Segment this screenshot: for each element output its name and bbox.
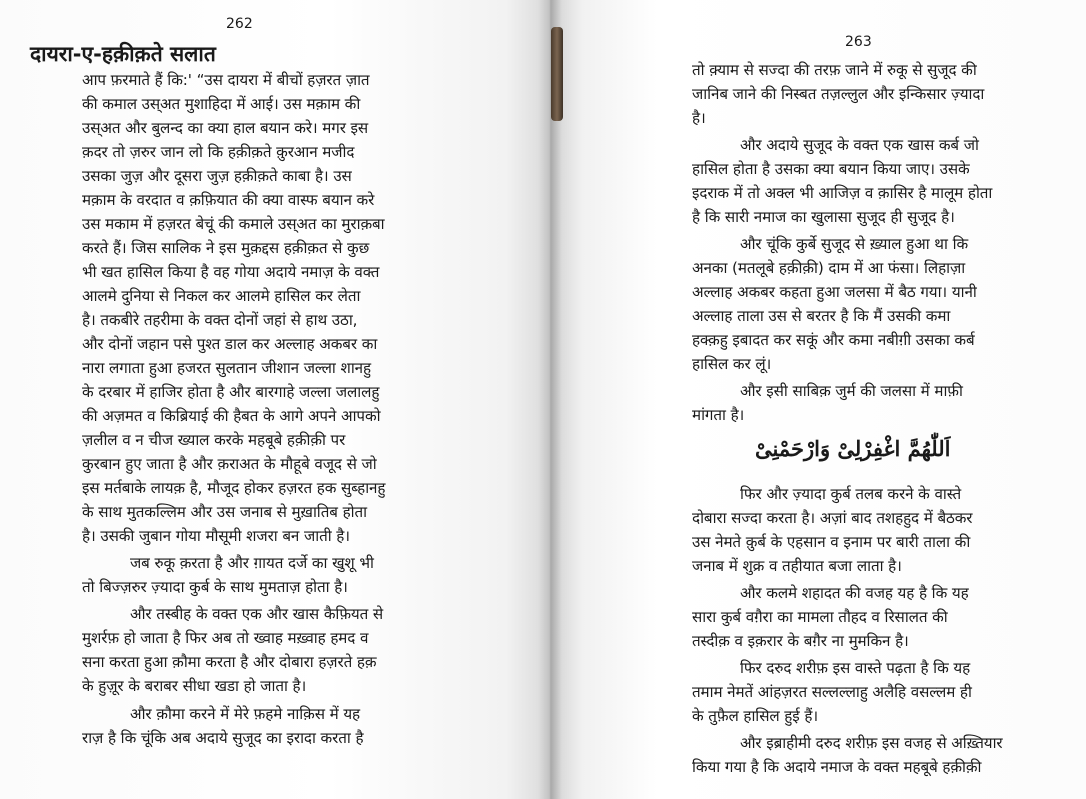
text-line: उस नेमते क़ुर्ब के एहसान व इनाम पर बारी ताला की [692,533,971,551]
text-line: है कि सारी नमाज का खुलासा सुजूद ही सुजूद है। [692,208,955,226]
text-line: तो बिज्ज़रुर ज़्यादा कुर्ब के साथ मुमताज़ होता है। [82,578,348,596]
text-line: हक्क़हु इबादत कर सकूं और कमा नबीग़ी उसका कर्ब [692,331,975,349]
page-number-left: 262 [226,16,253,32]
text-line: आलमे दुनिया से निकल कर आलमे हासिल कर लेता [82,287,361,305]
text-line: की अज़मत व किब्रियाई की हैबत के आगे अपने आपको [82,407,381,425]
text-line: कुरबान हुए जाता है और क़राअत के मौहूबे वजूद से जो [82,455,377,473]
chapter-heading: दायरा-ए-हक़ीक़ते सलात [30,42,216,66]
text-line: तो क़्याम से सज्दा की तरफ़ जाने में रुकू से सुजूद की [692,61,977,79]
text-line: उस मकाम में हज़रत बेचूं की कमाले उस्अत का मुराक़बा [82,215,385,233]
text-line: है। [692,109,706,127]
arabic-dua: اَللّٰھُمَّ اغْفِرْلِیْ وَارْحَمْنِیْ [755,436,951,461]
text-line: ज़लील व न चीज ख्याल करके महबूबे हक़ीक़ी पर [82,431,346,449]
text-line: राज़ है कि चूंकि अब अदाये सुजूद का इरादा करता है [82,729,364,747]
text-line: और तस्बीह के वक्त एक और खास कैफ़ियत से [130,605,384,623]
text-line: तस्दीक़ व इक़रार के बग़ैर ना मुमकिन है। [692,632,909,650]
text-line: तमाम नेमतें आंहज़रत सल्लल्लाहु अलैहि वसल्लम ही [692,683,972,701]
text-line: के तुफ़ैल हासिल हुई हैं। [692,707,818,725]
text-line: और इब्राहीमी दरुद शरीफ़ इस वजह से अख़्तियार [740,734,1003,752]
text-line: दोबारा सज्दा करता है। अज़ां बाद तशहहुद में बैठकर [692,509,973,527]
text-line: के हुज़ूर के बराबर सीधा खडा हो जाता है। [82,677,307,695]
text-line: सारा कुर्ब वग़ैरा का मामला तौहद व रिसालत की [692,608,948,626]
text-line: अनका (मतलूबे हक़ीक़ी) दाम में आ फंसा। लिहाज़ा [692,259,966,277]
text-line: के साथ मुतकल्लिम और उस जनाब से मुख़ातिब होता [82,503,367,521]
text-line: की कमाल उस्अत मुशाहिदा में आई। उस मक़ाम की [82,95,361,113]
text-line: सना करता हुआ क़ौमा करता है और दोबारा हज़रते हक़ [82,653,377,671]
text-line: क़दर तो ज़रुर जान लो कि हक़ीक़ते क़ुरआन मजीद [82,143,355,161]
text-line: अल्लाह ताला उस से बरतर है कि मैं उसकी कमा [692,307,951,325]
text-line: इस मर्तबाके लायक़ है, मौजूद होकर हज़रत हक सुब्हानहु [82,479,386,497]
text-line: उसका जुज़ और दूसरा जुज़ हक़ीक़ते काबा है। उस [82,167,352,185]
text-line: आप फ़रमाते हैं कि:' “उस दायरा में बीचों हज़रत ज़ात [82,71,370,89]
text-line: और दोनों जहान पसे पुश्त डाल कर अल्लाह अकबर का [82,335,378,353]
text-line: है। तकबीरे तहरीमा के वक्त दोनों जहां से हाथ उठा, [82,311,358,329]
text-line: अल्लाह अकबर कहता हुआ जलसा में बैठ गया। यानी [692,283,977,301]
text-line: हासिल कर लूं। [692,355,772,373]
text-line: करते हैं। जिस सालिक ने इस मुक़द्दस हक़ीक़त से कुछ [82,239,370,257]
text-line: और क़ौमा करने में मेरे फ़हमे नाक़िस में यह [130,705,361,723]
text-line: मुशर्रफ़ हो जाता है फिर अब तो ख्वाह मख़्वाह हमद व [82,629,369,647]
text-line: फिर दरुद शरीफ़ इस वास्ते पढ़ता है कि यह [740,659,971,677]
text-line: फिर और ज़्यादा कुर्ब तलब करने के वास्ते [740,485,962,503]
text-line: है। उसकी जुबान गोया मौसूमी शजरा बन जाती है। [82,527,350,545]
page-number-right: 263 [845,34,872,50]
text-line: किया गया है कि अदाये नमाज के वक्त महबूबे हक़ीक़ी [692,758,982,776]
text-line: इदराक में तो अक्ल भी आजिज़ व क़ासिर है मालूम होता [692,184,993,202]
text-line: जब रुकू क़रता है और ग़ायत दर्जे का खुशू भी [130,554,374,572]
text-line: और अदाये सुजूद के वक्त एक खास कर्ब जो [740,136,979,154]
text-line: और कलमे शहादत की वजह यह है कि यह [740,584,969,602]
text-line: और चूंकि कुर्बे सुजूद से ख़्याल हुआ था कि [740,235,969,253]
text-line: जानिब जाने की निस्बत तज़ल्लुल और इन्किसार ज़्यादा [692,85,985,103]
text-line: मांगता है। [692,406,745,424]
text-line: मक़ाम के वरदात व क़फ़ियात की क्या वास्फ बयान करे [82,191,375,209]
text-line: उस्अत और बुलन्द का क्या हाल बयान करे। मगर इस [82,119,369,137]
text-line: और इसी साबिक़ जुर्म की जलसा में माफ़ी [740,382,963,400]
text-line: जनाब में शुक्र व तहीयात बजा लाता है। [692,557,902,575]
binding-stain [551,27,563,121]
text-line: हासिल होता है उसका क्या बयान किया जाए। उसके [692,160,970,178]
text-line: के दरबार में हाजिर होता है और बारगाहे जल्ला जलालहु [82,383,380,401]
text-line: नारा लगाता हुआ हजरत सुलतान जीशान जल्ला शानहु [82,359,371,377]
text-line: भी खत हासिल किया है वह गोया अदाये नमाज़ के वक्त [82,263,380,281]
